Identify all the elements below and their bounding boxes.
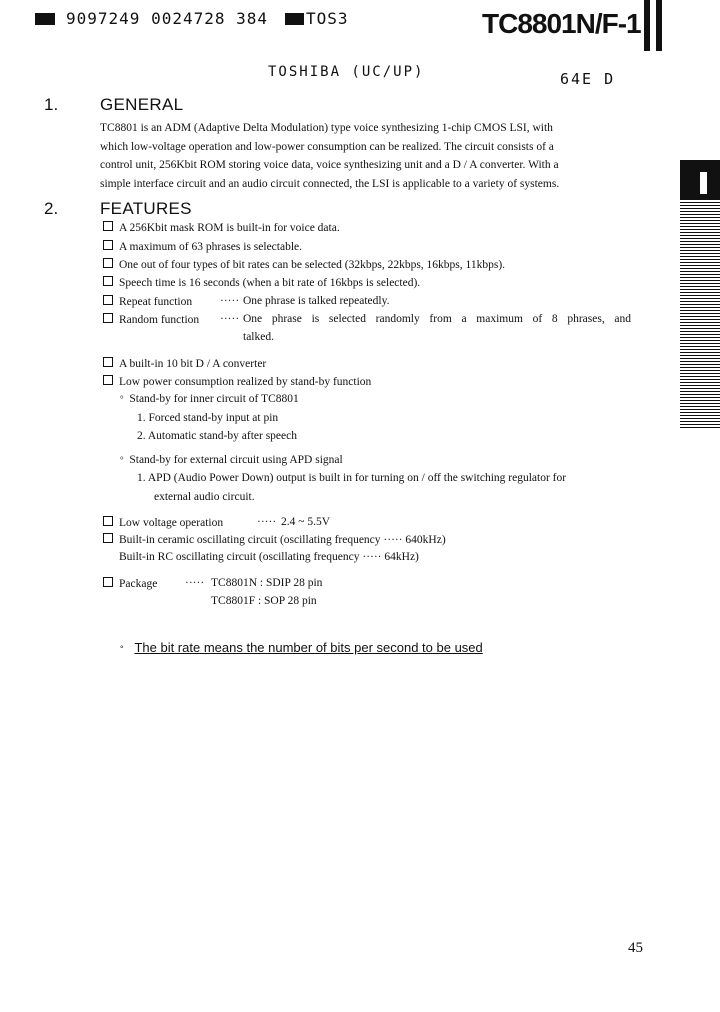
feature-item: One out of four types of bit rates can be selected (32kbps, 22kbps, 16kbps, 11kbps).: [103, 258, 505, 271]
feature-description: One phrase is selected randomly from a maximum of 8 phrases, and: [243, 313, 631, 325]
bullet-icon: °: [120, 394, 124, 404]
header-vertical-bar: [644, 0, 650, 51]
feature-item-voltage: Low voltage operation: [103, 516, 223, 529]
bullet-icon: °: [120, 455, 124, 465]
feature-item: Built-in ceramic oscillating circuit (oscillating frequency ····· 640kHz): [103, 533, 446, 546]
feature-item: Low power consumption realized by stand-by function: [103, 375, 371, 388]
sub-item-cont: external audio circuit.: [154, 491, 255, 503]
checkbox-icon: [103, 357, 113, 367]
side-thumb-tab: [680, 160, 720, 430]
general-paragraph-line: control unit, 256Kbit ROM storing voice data, voice synthesizing unit and a D / A converter. With a: [100, 159, 559, 171]
header-black-block-2: [285, 13, 304, 25]
feature-value: 2.4 ~ 5.5V: [281, 516, 331, 528]
checkbox-icon: [103, 313, 113, 323]
page-number: 45: [628, 940, 643, 956]
feature-description: One phrase is talked repeatedly.: [243, 295, 390, 307]
checkbox-icon: [103, 221, 113, 231]
section-title-features: FEATURES: [100, 199, 192, 218]
header-vertical-bar: [656, 0, 662, 51]
checkbox-icon: [103, 240, 113, 250]
package-value: TC8801F : SOP 28 pin: [211, 595, 317, 607]
feature-item-random: Random function: [103, 313, 199, 326]
section-number: 2.: [44, 199, 59, 218]
feature-description-cont: talked.: [243, 331, 274, 343]
checkbox-icon: [103, 295, 113, 305]
section-title-general: GENERAL: [100, 95, 184, 114]
sub-item: 1. APD (Audio Power Down) output is built in for turning on / off the switching regulator for: [137, 472, 567, 484]
sub-item: 1. Forced stand-by input at pin: [137, 412, 279, 424]
sub-feature: ° Stand-by for external circuit using APD signal: [120, 454, 343, 466]
header-catalog-codes: 9097249 0024728 384: [66, 9, 269, 28]
general-paragraph-line: which low-voltage operation and low-power consumption can be realized. The circuit consists of a: [100, 141, 554, 153]
checkbox-icon: [103, 258, 113, 268]
general-paragraph-line: simple interface circuit and an audio circuit connected, the LSI is applicable to a variety of systems.: [100, 178, 560, 190]
bit-rate-footnote: ° The bit rate means the number of bits per second to be used: [120, 640, 483, 655]
feature-item-repeat: Repeat function: [103, 295, 192, 308]
feature-item: A maximum of 63 phrases is selectable.: [103, 240, 302, 253]
feature-dots: ·····: [257, 516, 277, 528]
feature-dots: ·····: [185, 577, 205, 589]
package-value: TC8801N : SDIP 28 pin: [211, 577, 323, 589]
checkbox-icon: [103, 533, 113, 543]
checkbox-icon: [103, 516, 113, 526]
sub-item: 2. Automatic stand-by after speech: [137, 430, 297, 442]
feature-item: A built-in 10 bit D / A converter: [103, 357, 266, 370]
catalog-code-right: 64E D: [560, 70, 616, 88]
checkbox-icon: [103, 276, 113, 286]
general-paragraph-line: TC8801 is an ADM (Adaptive Delta Modulation) type voice synthesizing 1-chip CMOS LSI, with: [100, 122, 553, 134]
part-number-title: TC8801N/F-1: [482, 8, 641, 39]
feature-item-cont: Built-in RC oscillating circuit (oscillating frequency ····· 64kHz): [119, 551, 419, 563]
feature-dots: ·····: [220, 295, 240, 307]
checkbox-icon: [103, 375, 113, 385]
feature-dots: ·····: [220, 313, 240, 325]
feature-item: A 256Kbit mask ROM is built-in for voice data.: [103, 221, 340, 234]
bullet-icon: °: [120, 644, 124, 654]
header-code: TOS3: [306, 9, 349, 28]
feature-item: Speech time is 16 seconds (when a bit rate of 16kbps is selected).: [103, 276, 420, 289]
side-thumb-tab-mark: [700, 172, 707, 194]
sub-feature: ° Stand-by for inner circuit of TC8801: [120, 393, 299, 405]
company-line: TOSHIBA (UC/UP): [268, 64, 425, 80]
checkbox-icon: [103, 577, 113, 587]
header-black-block: [35, 13, 55, 25]
feature-item-package: Package: [103, 577, 157, 590]
section-number: 1.: [44, 95, 59, 114]
